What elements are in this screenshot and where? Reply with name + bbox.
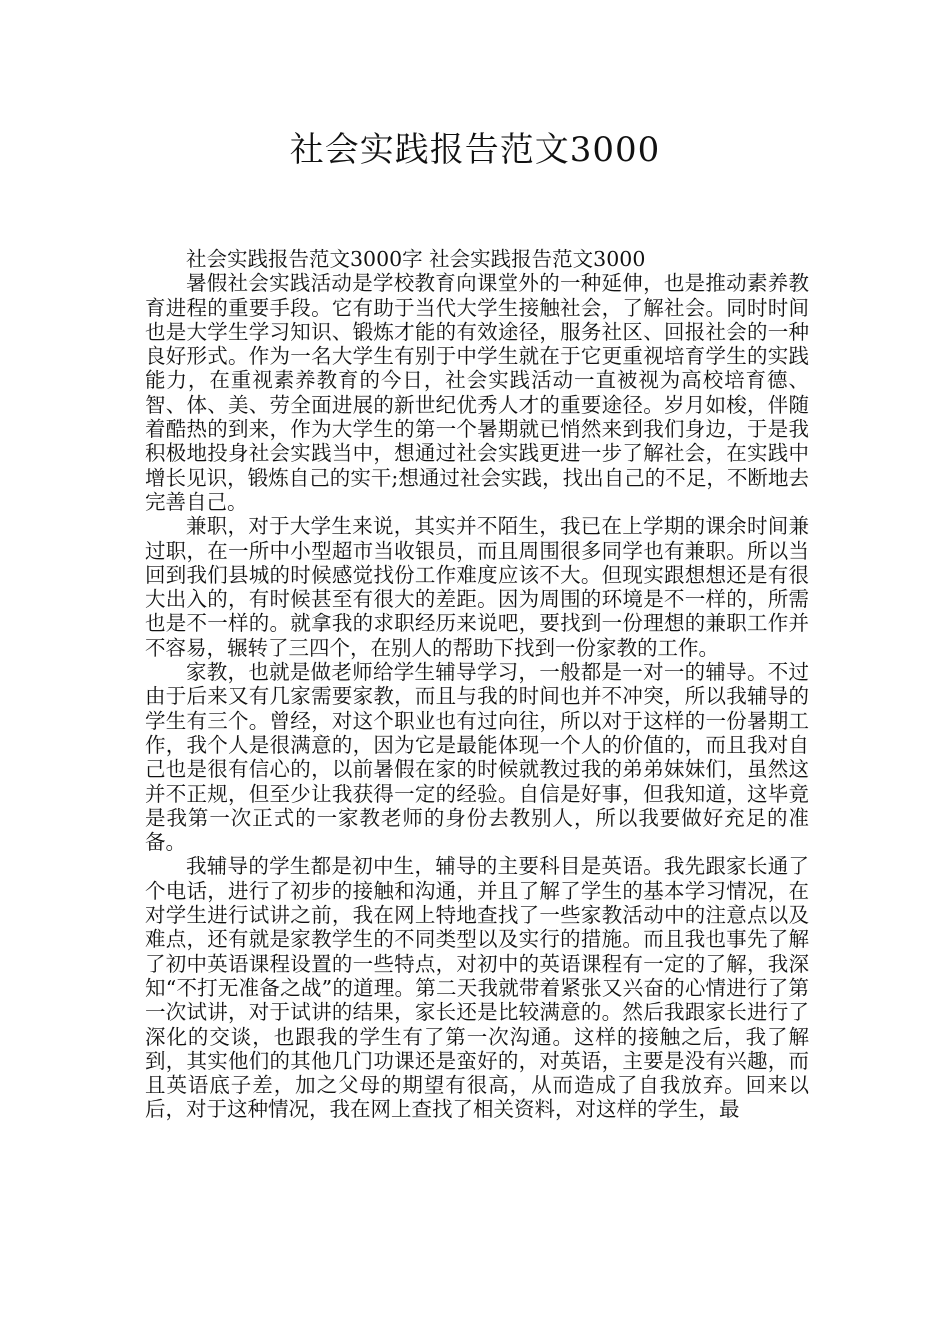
paragraph-2: 兼职，对于大学生来说，其实并不陌生，我已在上学期的课余时间兼过职，在一所中小型超市当收银员，而且周围很多同学也有兼职。所以当回到我们县城的时候感觉找份工作难度应该不大。但现实跟想想还是有很大出入的，有时候甚至有很大的差距。因为周围的环境是不一样的，所需也是不一样的。就拿我的求职经历来说吧，要找到一份理想的兼职工作并不容易，辗转了三四个，在别人的帮助下找到一份家教的工作。 [145,514,809,660]
document-body [145,247,809,1122]
subtitle-line: 社会实践报告范文3000字 社会实践报告范文3000 [186,247,646,271]
paragraph-4: 我辅导的学生都是初中生，辅导的主要科目是英语。我先跟家长通了个电话，进行了初步的接触和沟通，并且了解了学生的基本学习情况，在对学生进行试讲之前，我在网上特地查找了一些家教活动中的注意点以及难点，还有就是家教学生的不同类型以及实行的措施。而且我也事先了解了初中英语课程设置的一些特点，对初中的英语课程有一定的了解，我深知“不打无准备之战”的道理。第二天我就带着紧张又兴奋的心情进行了第一次试讲，对于试讲的结果，家长还是比较满意的。然后我跟家长进行了深化的交谈，也跟我的学生有了第一次沟通。这样的接触之后，我了解到，其实他们的其他几门功课还是蛮好的，对英语，主要是没有兴趣，而且英语底子差，加之父母的期望有很高，从而造成了自我放弃。回来以后，对于这种情况，我在网上查找了相关资料，对这样的学生，最 [145,854,809,1122]
paragraph-1: 暑假社会实践活动是学校教育向课堂外的一种延伸，也是推动素养教育进程的重要手段。它有助于当代大学生接触社会，了解社会。同时时间也是大学生学习知识、锻炼才能的有效途径，服务社区、回报社会的一种良好形式。作为一名大学生有别于中学生就在于它更重视培育学生的实践能力，在重视素养教育的今日，社会实践活动一直被视为高校培育德、智、体、美、劳全面进展的新世纪优秀人才的重要途径。岁月如梭，伴随着酷热的到来，作为大学生的第一个暑期就已悄然来到我们身边，于是我积极地投身社会实践当中，想通过社会实践更进一步了解社会，在实践中增长见识，锻炼自己的实干;想通过社会实践，找出自己的不足，不断地去完善自己。 [145,271,809,514]
document-title: 社会实践报告范文3000 [289,130,661,170]
paragraph-3: 家教，也就是做老师给学生辅导学习，一般都是一对一的辅导。不过由于后来又有几家需要家教，而且与我的时间也并不冲突，所以我辅导的学生有三个。曾经，对这个职业也有过向往，所以对于这样的一份暑期工作，我个人是很满意的，因为它是最能体现一个人的价值的，而且我对自己也是很有信心的，以前暑假在家的时候就教过我的弟弟妹妹们，虽然这并不正规，但至少让我获得一定的经验。自信是好事，但我知道，这毕竟是我第一次正式的一家教老师的身份去教别人，所以我要做好充足的准备。 [145,660,809,855]
